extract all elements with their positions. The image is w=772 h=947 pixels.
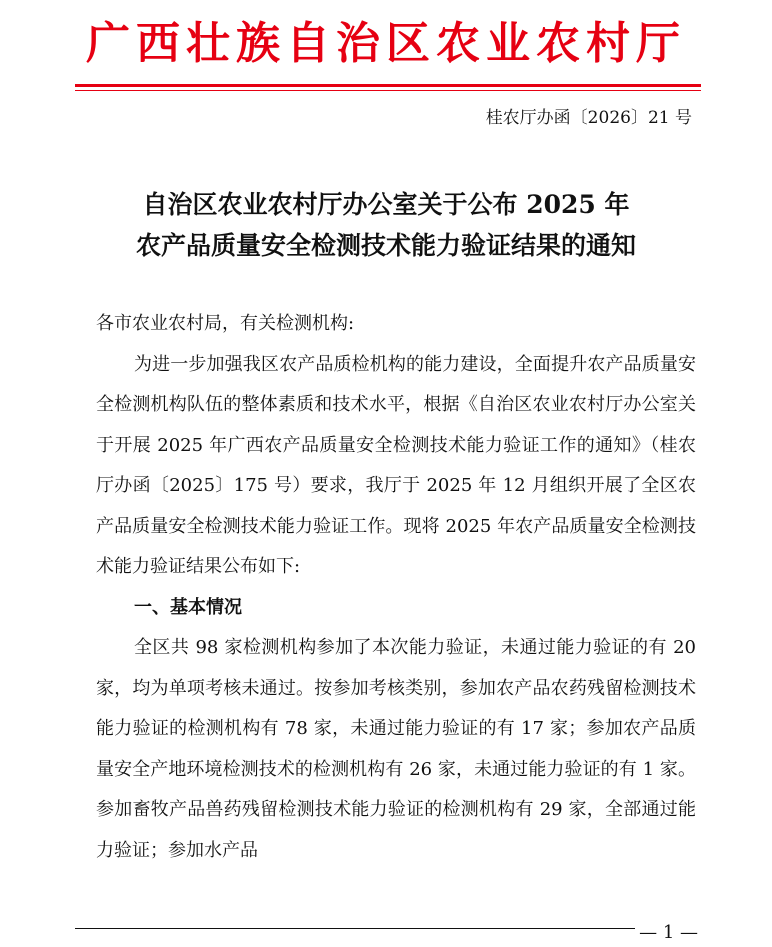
- header-red-rule-thin: [75, 90, 701, 91]
- document-body: [96, 304, 696, 871]
- header-red-rule-thick: [75, 84, 701, 87]
- document-header-org: 广西壮族自治区农业农村厅: [86, 18, 686, 69]
- intro-paragraph: 为进一步加强我区农产品质检机构的能力建设，全面提升农产品质量安全检测机构队伍的整体素质和技术水平，根据《自治区农业农村厅办公室关于开展 2025 年广西农产品质量安全检测技术能力验证工作的通知》（桂农厅办函〔2025〕175 号）要求，我厅于 2025 年 12 月组织开展了全区农产品质量安全检测技术能力验证工作。现将 2025 年农产品质量安全检测技术能力验证结果公布如下:: [96, 353, 696, 577]
- page-number: — 1 —: [635, 922, 702, 944]
- document-number: 桂农厅办函〔2026〕21 号: [485, 108, 692, 128]
- section-paragraph: 全区共 98 家检测机构参加了本次能力验证，未通过能力验证的有 20 家，均为单项考核未通过。按参加考核类别，参加农产品农药残留检测技术能力验证的检测机构有 78 家，未通过能力验证的有 17 家；参加农产品质量安全产地环境检测技术的检测机构有 26 家，未通过能力验证的有 1 家。参加畜牧产品兽药残留检测技术能力验证的检测机构有 29 家，全部通过能力验证；参加水产品: [96, 637, 696, 861]
- document-title: [60, 184, 712, 266]
- title-line-1: 自治区农业农村厅办公室关于公布 2025 年: [142, 190, 630, 219]
- salutation: 各市农业农村局，有关检测机构:: [96, 313, 355, 334]
- section-heading: 一、基本情况: [134, 596, 242, 618]
- title-line-2: 农产品质量安全检测技术能力验证结果的通知: [135, 231, 636, 260]
- footer-rule: [75, 928, 701, 929]
